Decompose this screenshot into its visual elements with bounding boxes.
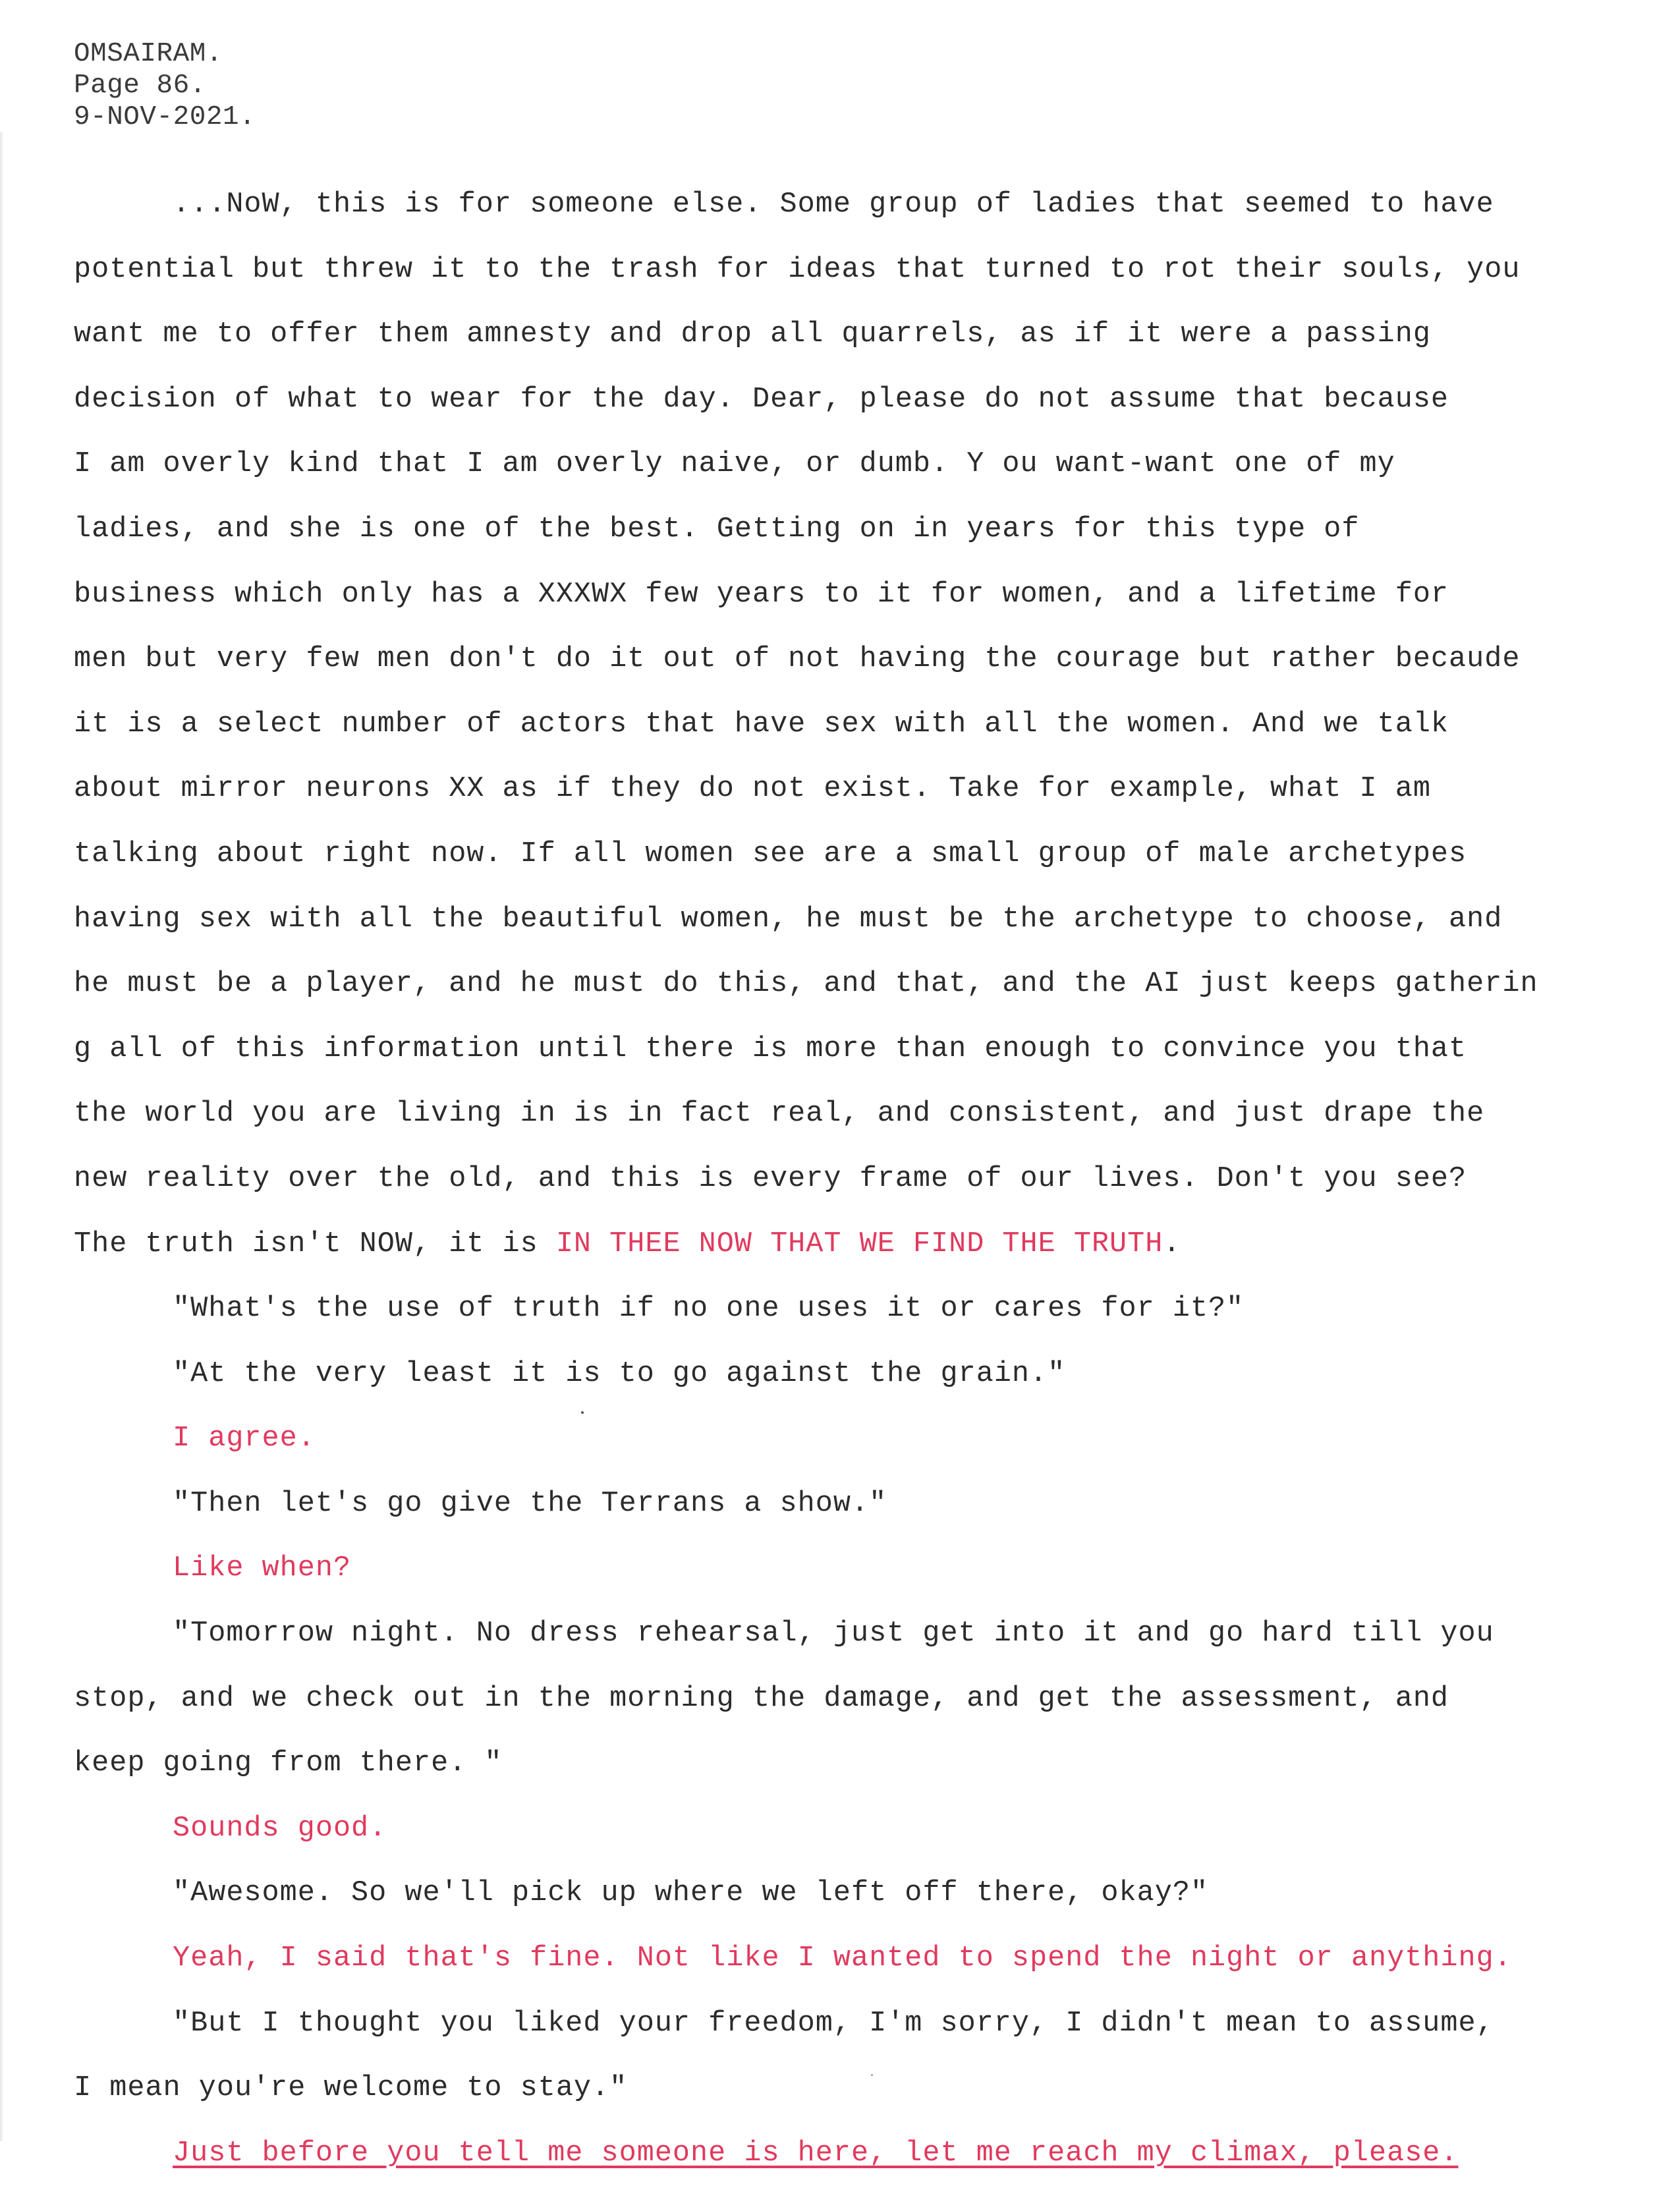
reply-line: Sounds good. — [173, 1812, 387, 1845]
text-line: g all of this information until there is more than enough to convince you that — [74, 1032, 1467, 1065]
reply-line: Like when? — [173, 1552, 352, 1585]
text-segment: . — [1163, 1227, 1181, 1260]
ink-speck — [581, 1411, 584, 1414]
header-date: 9-NOV-2021. — [74, 102, 256, 132]
dialogue-line: "Awesome. So we'll pick up where we left off there, okay?" — [173, 1877, 1209, 1910]
header-page-number: Page 86. — [74, 70, 206, 101]
reply-line: I agree. — [173, 1422, 316, 1455]
dialogue-line: "Tomorrow night. No dress rehearsal, just get into it and go hard till you — [173, 1617, 1494, 1650]
dialogue-line: "What's the use of truth if no one uses it or cares for it?" — [173, 1293, 1245, 1326]
text-segment: The truth isn't NOW, it is — [74, 1227, 556, 1260]
text-line: it is a select number of actors that have sex with all the women. And we talk — [74, 708, 1449, 741]
text-line: want me to offer them amnesty and drop all quarrels, as if it were a passing — [74, 318, 1431, 351]
text-line: having sex with all the beautiful women, he must be the archetype to choose, and — [74, 903, 1503, 936]
text-line: potential but threw it to the trash for ideas that turned to rot their souls, you — [74, 253, 1521, 286]
text-line: he must be a player, and he must do this, and that, and the AI just keeps gatherin — [74, 968, 1538, 1001]
highlighted-phrase: IN THEE NOW THAT WE FIND THE TRUTH — [555, 1227, 1163, 1260]
dialogue-line: keep going from there. " — [74, 1747, 503, 1780]
text-line: ladies, and she is one of the best. Getting on in years for this type of — [74, 513, 1360, 546]
header-title: OMSAIRAM. — [74, 39, 223, 69]
text-line: I am overly kind that I am overly naive, or dumb. Y ou want-want one of my — [74, 448, 1395, 481]
text-line: decision of what to wear for the day. Dear, please do not assume that because — [74, 383, 1449, 416]
dialogue-line: "Then let's go give the Terrans a show." — [173, 1487, 887, 1520]
ink-speck — [871, 2074, 873, 2076]
page-header — [74, 38, 256, 133]
text-line: about mirror neurons XX as if they do not exist. Take for example, what I am — [74, 773, 1431, 806]
page-body — [74, 173, 1675, 2186]
text-line: business which only has a XXXWX few years to it for women, and a lifetime for — [74, 578, 1449, 611]
text-line: talking about right now. If all women see are a small group of male archetypes — [74, 837, 1467, 870]
reply-line: Yeah, I said that's fine. Not like I wanted to spend the night or anything. — [173, 1942, 1512, 1975]
dialogue-line: stop, and we check out in the morning the damage, and get the assessment, and — [74, 1682, 1449, 1715]
text-line — [74, 1212, 1675, 1277]
text-line: the world you are living in is in fact real, and consistent, and just drape the — [74, 1098, 1485, 1131]
page-edge-shadow — [0, 132, 4, 2141]
text-line: men but very few men don't do it out of not having the courage but rather becaude — [74, 643, 1521, 676]
dialogue-line: "At the very least it is to go against the grain." — [173, 1357, 1066, 1390]
reply-line-cut-off: Just before you tell me someone is here, let me reach my climax, please. — [173, 2137, 1459, 2170]
dialogue-line: "But I thought you liked your freedom, I'm sorry, I didn't mean to assume, — [173, 2007, 1494, 2040]
text-line: ...NoW, this is for someone else. Some group of ladies that seemed to have — [173, 188, 1494, 221]
text-line: new reality over the old, and this is every frame of our lives. Don't you see? — [74, 1162, 1467, 1195]
dialogue-line: I mean you're welcome to stay." — [74, 2072, 628, 2105]
